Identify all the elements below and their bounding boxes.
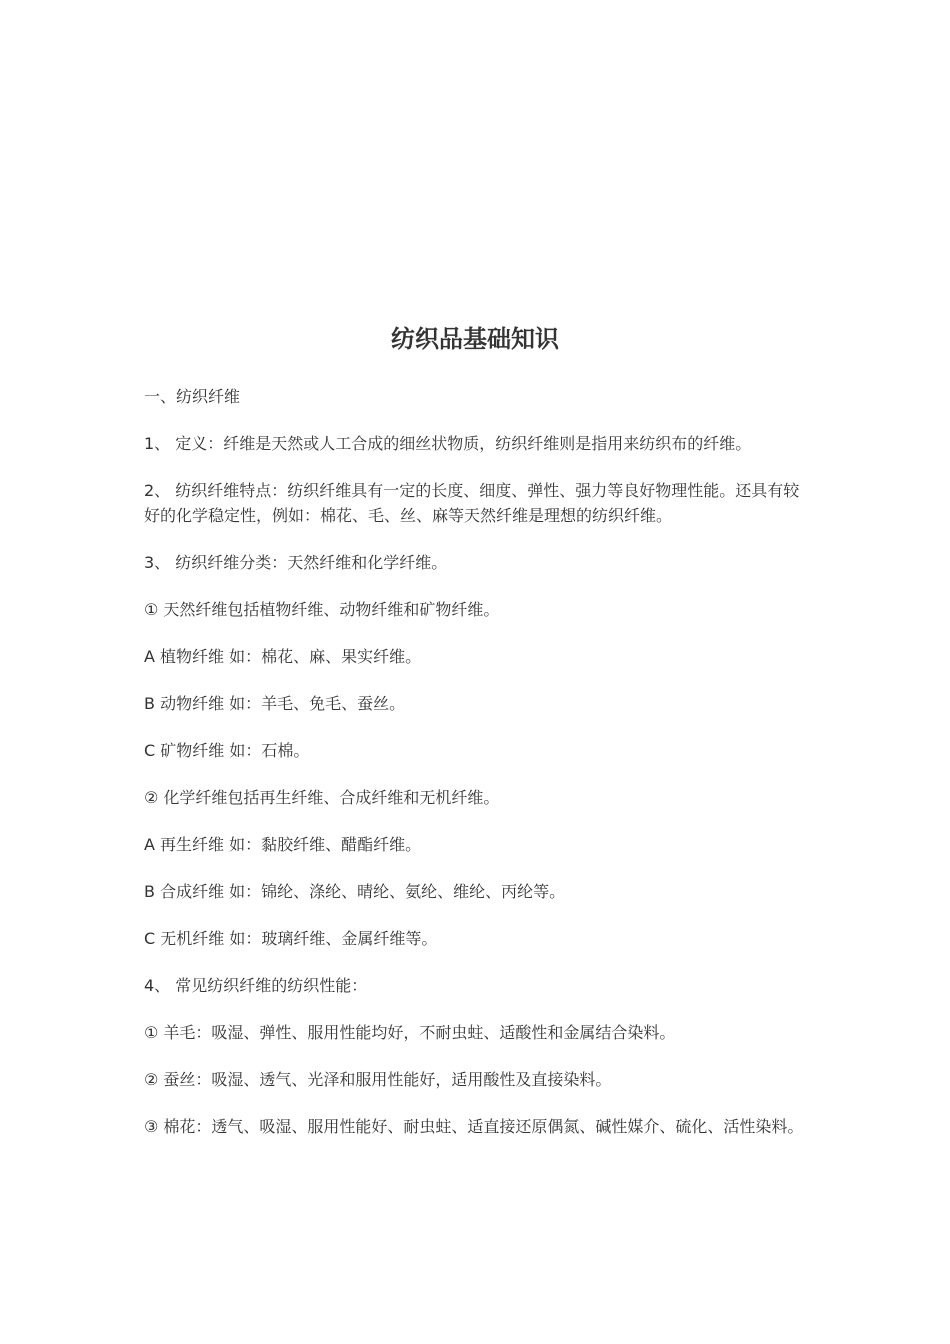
paragraph-classification: 3、 纺织纤维分类：天然纤维和化学纤维。 — [144, 553, 448, 572]
paragraph-wool: ① 羊毛：吸湿、弹性、服用性能均好，不耐虫蛀、适酸性和金属结合染料。 — [144, 1023, 676, 1042]
paragraph-common-fiber-properties: 4、 常见纺织纤维的纺织性能： — [144, 976, 368, 995]
paragraph-mineral-fibers: C 矿物纤维 如：石棉。 — [144, 741, 310, 760]
paragraph-chemical-fibers: ② 化学纤维包括再生纤维、合成纤维和无机纤维。 — [144, 788, 500, 807]
paragraph-inorganic-fibers: C 无机纤维 如：玻璃纤维、金属纤维等。 — [144, 929, 438, 948]
paragraph-definition: 1、 定义：纤维是天然或人工合成的细丝状物质，纺织纤维则是指用来纺织布的纤维。 — [144, 434, 752, 453]
paragraph-animal-fibers: B 动物纤维 如：羊毛、免毛、蚕丝。 — [144, 694, 406, 713]
section-heading-fibers: 一、纺织纤维 — [144, 387, 241, 406]
paragraph-natural-fibers: ① 天然纤维包括植物纤维、动物纤维和矿物纤维。 — [144, 600, 500, 619]
paragraph-silk: ② 蚕丝：吸湿、透气、光泽和服用性能好，适用酸性及直接染料。 — [144, 1070, 612, 1089]
paragraph-regenerated-fibers: A 再生纤维 如：黏胶纤维、醋酯纤维。 — [144, 835, 422, 854]
document-title: 纺织品基础知识 — [391, 325, 559, 353]
paragraph-synthetic-fibers: B 合成纤维 如：锦纶、涤纶、晴纶、氨纶、维纶、丙纶等。 — [144, 882, 566, 901]
paragraph-cotton: ③ 棉花：透气、吸湿、服用性能好、耐虫蛀、适直接还原偶氮、碱性媒介、硫化、活性染料。 — [144, 1117, 804, 1136]
paragraph-characteristics: 2、 纺织纤维特点：纺织纤维具有一定的长度、细度、弹性、强力等良好物理性能。还具有较好的化学稳定性，例如：棉花、毛、丝、麻等天然纤维是理想的纺织纤维。 — [144, 481, 800, 525]
paragraph-plant-fibers: A 植物纤维 如：棉花、麻、果实纤维。 — [144, 647, 422, 666]
document-body — [144, 384, 804, 1161]
